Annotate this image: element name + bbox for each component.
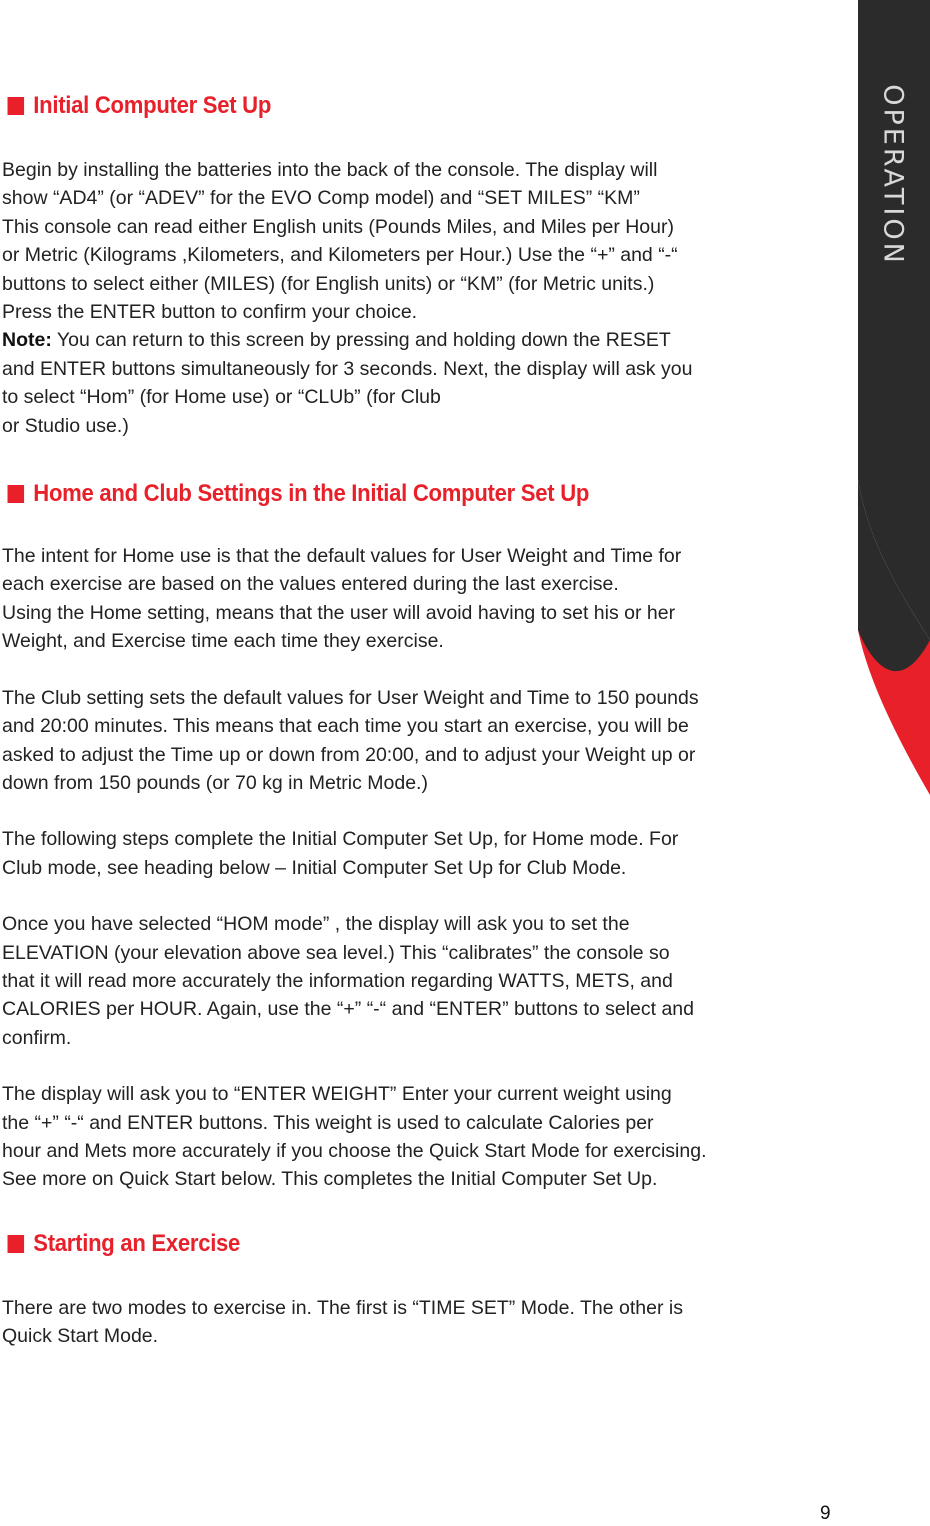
paragraph [2,156,842,440]
red-square-bullet-icon [8,97,25,115]
paragraph: The Club setting sets the default values for User Weight and Time to 150 pounds and 20:00 minutes. This means that each time you start an exercise, you will be asked to adjust the Time up or down from 20:00, and to adjust your Weight up or down from 150 pounds (or 70 kg in Metric Mode.) [2,686,699,794]
note-text: You can return to this screen by pressing and holding down the RESET and ENTER buttons simultaneously for 3 seconds. Next, the display will ask you to select “Hom” (for Home use) or “CLUb” (for Club or Studio use.) [2,329,693,437]
red-square-bullet-icon [8,1235,25,1253]
note-label: Note: [2,329,52,352]
paragraph: The intent for Home use is that the default values for User Weight and Time for each exercise are based on the values entered during the last exercise. Using the Home setting, means that the user will avoid having to set his or her Weight, and Exercise time each time they exercise. [2,545,682,653]
section-heading-text: Starting an Exercise [33,1229,241,1257]
side-tab-label: OPERATION [877,84,909,266]
paragraph: The display will ask you to “ENTER WEIGHT” Enter your current weight using the “+” “-“ and ENTER buttons. This weight is used to calculate Calories per hour and Mets more accurately if you choose the Quick Start Mode for exercising. See more on Quick Start below. This completes the Initial Computer Set Up. [2,1083,707,1191]
paragraph-text: Begin by installing the batteries into the back of the console. The display will show “AD4” (or “ADEV” for the EVO Comp model) and “SET MILES” “KM” This console can read either English units (Pounds Miles, and Miles per Hour) or Metric (Kilograms ,Kilometers, and Kilometers per Hour.) Use the “+” and “-“ buttons to select either (MILES) (for English units) or “KM” (for Metric units.) Press the ENTER button to confirm your choice. [2,159,678,324]
section-heading [2,1218,775,1270]
paragraph: There are two modes to exercise in. The first is “TIME SET” Mode. The other is Quick Start Mode. [2,1296,683,1348]
page-content [2,80,842,1351]
section-heading [2,80,775,132]
section-heading-text: Initial Computer Set Up [33,92,272,119]
paragraph: Once you have selected “HOM mode” , the display will ask you to set the ELEVATION (your elevation above sea level.) This “calibrates” the console so that it will read more accurately the information regarding WATTS, METS, and CALORIES per HOUR. Again, use the “+” “-“ and “ENTER” buttons to select and confirm. [2,913,694,1049]
section-heading [2,468,775,520]
page-number: 9 [820,1503,831,1524]
red-square-bullet-icon [8,485,25,503]
section-heading-text: Home and Club Settings in the Initial Computer Set Up [33,480,590,508]
paragraph: The following steps complete the Initial Computer Set Up, for Home mode. For Club mode, see heading below – Initial Computer Set Up for Club Mode. [2,828,679,879]
